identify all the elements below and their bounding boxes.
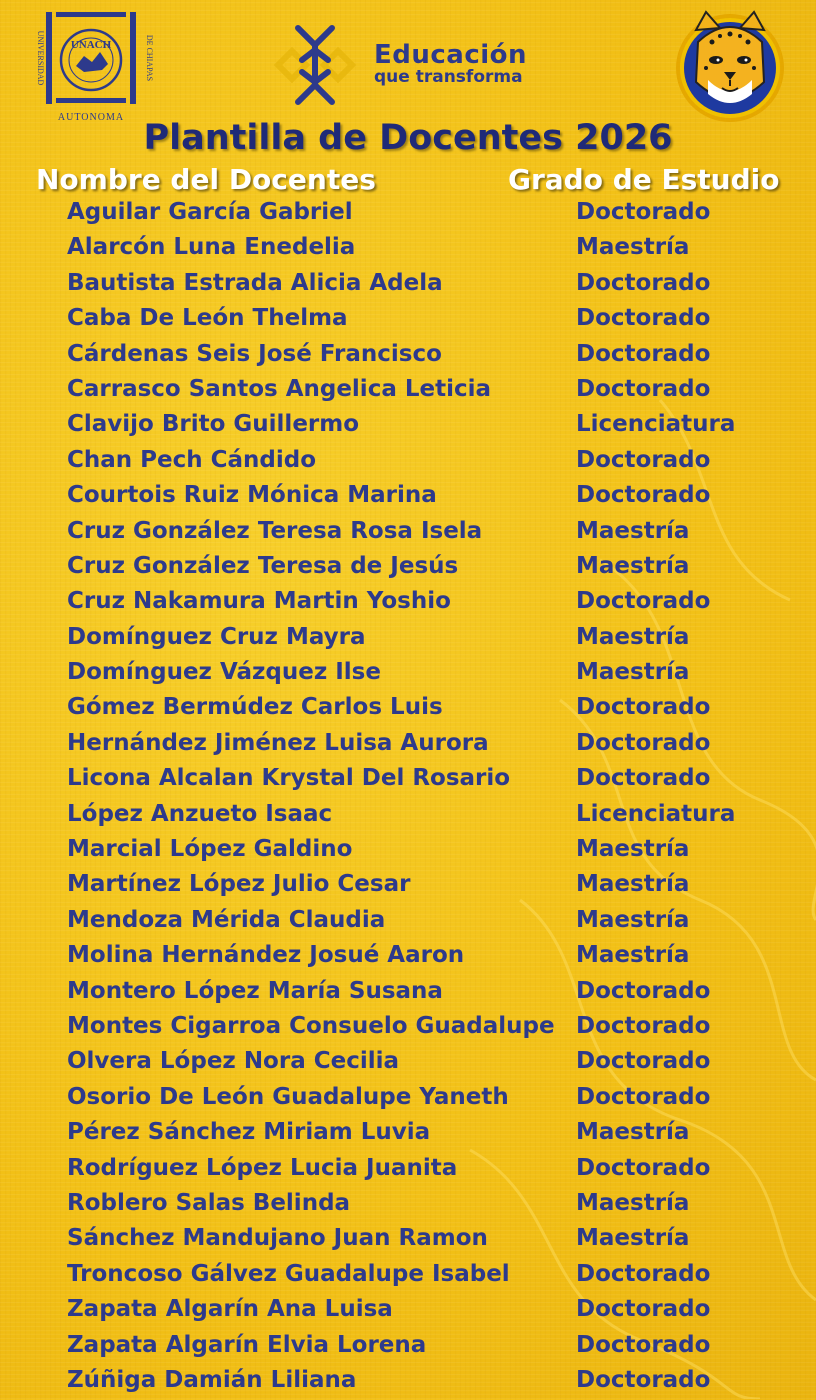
teacher-name: Cruz González Teresa Rosa Isela <box>67 517 483 544</box>
teacher-name: Zapata Algarín Elvia Lorena <box>67 1331 427 1358</box>
teacher-row <box>0 1082 816 1117</box>
teacher-row <box>0 232 816 267</box>
teacher-row <box>0 551 816 586</box>
teacher-list <box>0 197 816 1400</box>
teacher-name: Osorio De León Guadalupe Yaneth <box>67 1083 509 1110</box>
teacher-row <box>0 905 816 940</box>
teacher-grade: Doctorado <box>576 1331 711 1358</box>
unach-left-text: UNIVERSIDAD <box>36 30 45 86</box>
teacher-row <box>0 516 816 551</box>
teacher-name: Zúñiga Damián Liliana <box>67 1366 357 1393</box>
teacher-row <box>0 586 816 621</box>
teacher-name: Clavijo Brito Guillermo <box>67 411 360 438</box>
teacher-name: Hernández Jiménez Luisa Aurora <box>67 729 489 756</box>
teacher-row <box>0 940 816 975</box>
teacher-grade: Doctorado <box>576 1366 711 1393</box>
teacher-grade: Doctorado <box>576 694 711 721</box>
teacher-name: Cruz Nakamura Martin Yoshio <box>67 588 451 615</box>
education-logo-text <box>374 42 527 86</box>
teacher-name: Roblero Salas Belinda <box>67 1189 351 1216</box>
teacher-row <box>0 799 816 834</box>
teacher-grade: Doctorado <box>576 1083 711 1110</box>
teacher-grade: Doctorado <box>576 765 711 792</box>
teacher-grade: Maestría <box>576 517 690 544</box>
teacher-row <box>0 1259 816 1294</box>
page-title: Plantilla de Docentes 2026 <box>143 118 673 158</box>
teacher-name: Aguilar García Gabriel <box>67 199 353 225</box>
teacher-grade: Maestría <box>576 1189 690 1216</box>
teacher-grade: Doctorado <box>576 340 711 367</box>
unach-acronym: UNACH <box>70 39 112 51</box>
teacher-grade: Doctorado <box>576 1012 711 1039</box>
teacher-name: Pérez Sánchez Miriam Luvia <box>67 1119 431 1146</box>
teacher-row <box>0 1294 816 1329</box>
teacher-row <box>0 1046 816 1081</box>
teacher-row <box>0 409 816 444</box>
teacher-row <box>0 268 816 303</box>
teacher-name: Mendoza Mérida Claudia <box>67 906 386 933</box>
teacher-name: Zapata Algarín Ana Luisa <box>67 1296 393 1323</box>
teacher-name: Molina Hernández Josué Aaron <box>67 942 465 969</box>
unach-right-text: DE CHIAPAS <box>145 34 154 82</box>
teacher-grade: Doctorado <box>576 482 711 509</box>
teacher-name: López Anzueto Isaac <box>67 800 333 827</box>
teacher-name: Cárdenas Seis José Francisco <box>67 340 442 367</box>
teacher-grade: Doctorado <box>576 977 711 1004</box>
teacher-grade: Maestría <box>576 659 690 686</box>
teacher-grade: Maestría <box>576 1225 690 1252</box>
teacher-grade: Maestría <box>576 1119 690 1146</box>
teacher-name: Gómez Bermúdez Carlos Luis <box>67 694 443 721</box>
teacher-grade: Doctorado <box>576 1048 711 1075</box>
teacher-row <box>0 869 816 904</box>
teacher-row <box>0 1117 816 1152</box>
teacher-name: Courtois Ruiz Mónica Marina <box>67 482 437 509</box>
teacher-grade: Maestría <box>576 623 690 650</box>
jaguar-mascot-icon <box>668 2 792 126</box>
teacher-row <box>0 834 816 869</box>
teacher-grade: Doctorado <box>576 1154 711 1181</box>
teacher-name: Martínez López Julio Cesar <box>67 871 411 898</box>
teacher-grade: Doctorado <box>576 729 711 756</box>
grade-column-header: Grado de Estudio <box>508 163 780 196</box>
teacher-row <box>0 728 816 763</box>
education-logo-line1: Educación <box>374 40 528 70</box>
teacher-grade: Doctorado <box>576 269 711 296</box>
teacher-grade: Doctorado <box>576 1260 711 1287</box>
teacher-grade: Maestría <box>576 871 690 898</box>
teacher-grade: Maestría <box>576 942 690 969</box>
teacher-row <box>0 480 816 515</box>
teacher-name: Montero López María Susana <box>67 977 443 1004</box>
teacher-row <box>0 692 816 727</box>
teacher-row <box>0 657 816 692</box>
teacher-grade: Maestría <box>576 906 690 933</box>
teacher-row <box>0 622 816 657</box>
teacher-row <box>0 976 816 1011</box>
teacher-name: Carrasco Santos Angelica Leticia <box>67 375 492 402</box>
unach-logo <box>26 8 156 124</box>
teacher-row <box>0 374 816 409</box>
teacher-name: Domínguez Vázquez Ilse <box>67 659 381 686</box>
teacher-grade: Doctorado <box>576 375 711 402</box>
teacher-name: Rodríguez López Lucia Juanita <box>67 1154 458 1181</box>
teacher-grade: Doctorado <box>576 305 711 332</box>
teacher-row <box>0 1153 816 1188</box>
teacher-name: Montes Cigarroa Consuelo Guadalupe <box>67 1012 555 1039</box>
teacher-name: Chan Pech Cándido <box>67 446 317 473</box>
teacher-name: Alarcón Luna Enedelia <box>67 234 356 261</box>
education-logo-mark-icon <box>270 20 360 110</box>
teacher-name: Olvera López Nora Cecilia <box>67 1048 400 1075</box>
teacher-grade: Doctorado <box>576 1296 711 1323</box>
teacher-grade: Maestría <box>576 234 690 261</box>
teacher-row <box>0 763 816 798</box>
teacher-name: Domínguez Cruz Mayra <box>67 623 366 650</box>
teacher-row <box>0 1223 816 1258</box>
teacher-row <box>0 197 816 232</box>
teacher-name: Cruz González Teresa de Jesús <box>67 552 459 579</box>
teacher-grade: Maestría <box>576 836 690 863</box>
teacher-name: Licona Alcalan Krystal Del Rosario <box>67 765 511 792</box>
teacher-name: Troncoso Gálvez Guadalupe Isabel <box>67 1260 510 1287</box>
teacher-name: Sánchez Mandujano Juan Ramon <box>67 1225 488 1252</box>
teacher-name: Bautista Estrada Alicia Adela <box>67 269 443 296</box>
teacher-row <box>0 445 816 480</box>
teacher-row <box>0 1011 816 1046</box>
teacher-name: Marcial López Galdino <box>67 836 353 863</box>
unach-bottom-text: AUTONOMA <box>57 112 125 123</box>
teacher-grade: Licenciatura <box>576 411 736 438</box>
teacher-grade: Doctorado <box>576 588 711 615</box>
teacher-name: Caba De León Thelma <box>67 305 348 332</box>
teacher-grade: Licenciatura <box>576 800 736 827</box>
teacher-row <box>0 1330 816 1365</box>
name-column-header: Nombre del Docentes <box>36 163 376 196</box>
teacher-row <box>0 1365 816 1400</box>
teacher-row <box>0 1188 816 1223</box>
teacher-grade: Doctorado <box>576 199 711 225</box>
education-logo-line2: que transforma <box>374 67 523 87</box>
teacher-row <box>0 303 816 338</box>
teacher-grade: Doctorado <box>576 446 711 473</box>
teacher-grade: Maestría <box>576 552 690 579</box>
teacher-row <box>0 339 816 374</box>
